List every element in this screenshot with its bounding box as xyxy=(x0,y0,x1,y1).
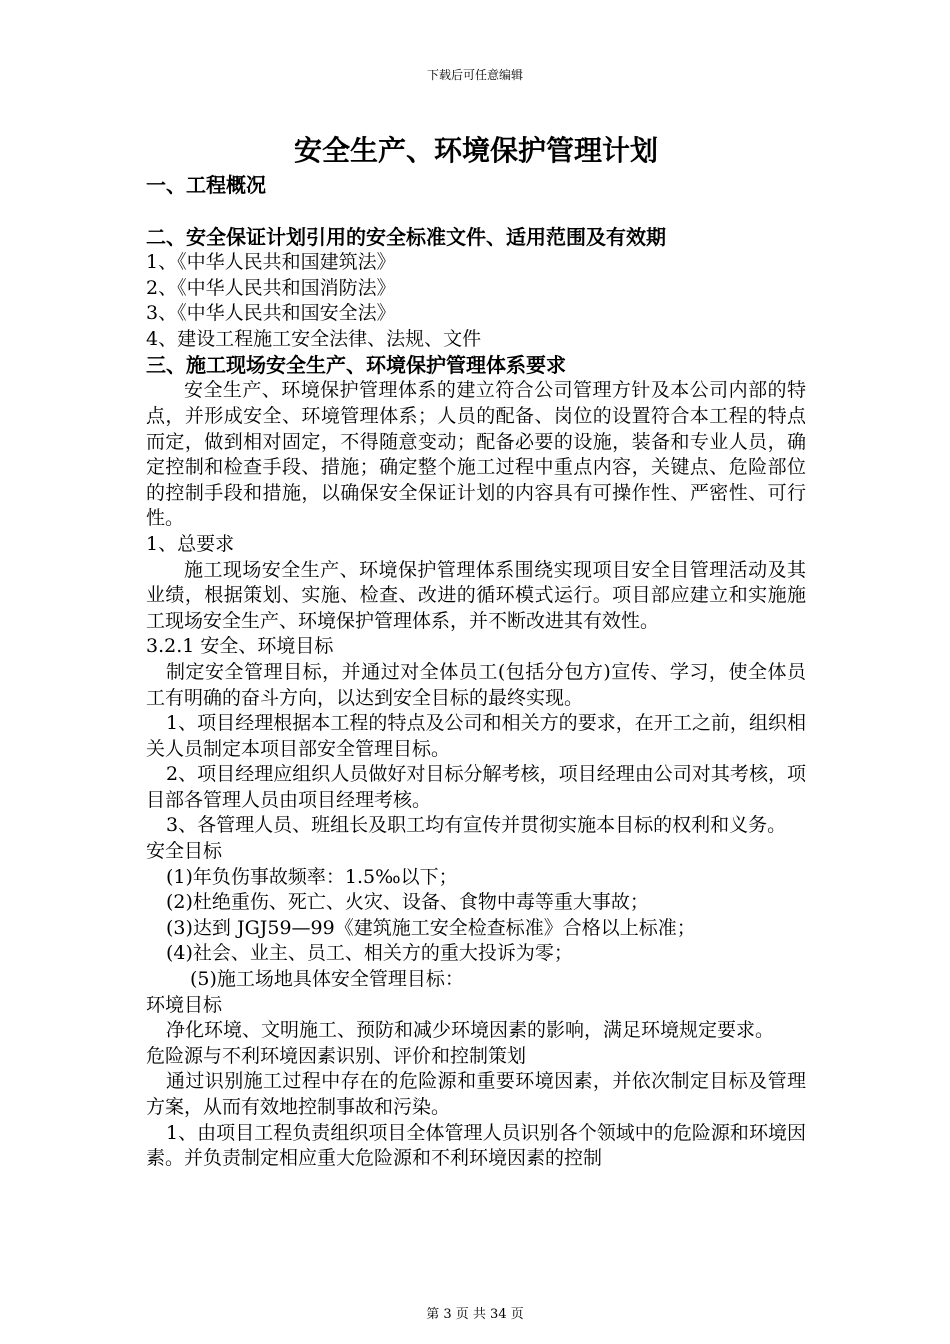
paragraph-hazard: 通过识别施工过程中存在的危险源和重要环境因素，并依次制定目标及管理方案，从而有效地控制事故和污染。 xyxy=(146,1070,806,1118)
law-item: 4、建设工程施工安全法律、法规、文件 xyxy=(146,327,482,350)
document-title: 安全生产、环境保护管理计划 xyxy=(293,134,658,167)
subheading-hazards: 危险源与不利环境因素识别、评价和控制策划 xyxy=(146,1044,527,1067)
subheading-goals: 3.2.1 安全、环境目标 xyxy=(146,635,334,658)
page-footer-number: 第 3 页 共 34 页 xyxy=(426,1307,524,1322)
section-heading-standards: 二、安全保证计划引用的安全标准文件、适用范围及有效期 xyxy=(146,225,666,249)
section-heading-system: 三、施工现场安全生产、环境保护管理体系要求 xyxy=(146,353,566,378)
paragraph-system: 安全生产、环境保护管理体系的建立符合公司管理方针及本公司内部的特点，并形成安全、环境管理体系；人员的配备、岗位的设置符合本工程的特点而定，做到相对固定，不得随意变动；配备必要的设施，装备和专业人员，确定控制和检查手段、措施；确定整个施工过程中重点内容，关键点、危险部位的控制手段和措施，以确保安全保证计划的内容具有可操作性、严密性、可行性。 xyxy=(146,379,806,530)
law-item: 2、《中华人民共和国消防法》 xyxy=(146,276,396,299)
paragraph-environment: 净化环境、文明施工、预防和减少环境因素的影响，满足环境规定要求。 xyxy=(166,1019,775,1042)
safety-goal-item: (2)杜绝重伤、死亡、火灾、设备、食物中毒等重大事故； xyxy=(166,891,649,914)
safety-goal-item: (5)施工场地具体安全管理目标： xyxy=(190,968,464,991)
paragraph-goal: 制定安全管理目标，并通过对全体员工(包括分包方)宣传、学习，使全体员工有明确的奋斗方向，以达到安全目标的最终实现。 xyxy=(146,660,806,709)
law-item: 3、《中华人民共和国安全法》 xyxy=(146,302,396,325)
safety-goal-item: (4)社会、业主、员工、相关方的重大投诉为零； xyxy=(166,942,573,965)
goal-item: 2、项目经理应组织人员做好对目标分解考核，项目经理由公司对其考核，项目部各管理人员由项目经理考核。 xyxy=(146,763,806,811)
section-heading-overview: 一、工程概况 xyxy=(146,173,266,197)
paragraph-hazard-item: 1、由项目工程负责组织项目全体管理人员识别各个领域中的危险源和环境因素。并负责制定相应重大危险源和不利环境因素的控制 xyxy=(146,1121,806,1170)
blank-line xyxy=(146,198,806,224)
law-item: 1、《中华人民共和国建筑法》 xyxy=(146,251,396,273)
subheading-environment-goals: 环境目标 xyxy=(146,993,223,1016)
safety-goal-item: (3)达到 JGJ59—99《建筑施工安全检查标准》合格以上标准； xyxy=(166,916,696,939)
subheading-general-requirements: 1、总要求 xyxy=(146,532,235,555)
document-body xyxy=(146,132,806,1172)
safety-goal-item: (1)年负伤事故频率：1.5‰以下； xyxy=(166,865,458,888)
paragraph-general: 施工现场安全生产、环境保护管理体系围绕实现项目安全目管理活动及其业绩，根据策划、实施、检查、改进的循环模式运行。项目部应建立和实施施工现场安全生产、环境保护管理体系，并不断改进其有效性。 xyxy=(146,558,806,632)
subheading-safety-goals: 安全目标 xyxy=(146,840,223,863)
goal-item: 1、项目经理根据本工程的特点及公司和相关方的要求，在开工之前，组织相关人员制定本项目部安全管理目标。 xyxy=(146,712,806,760)
page-header-note: 下载后可任意编辑 xyxy=(426,68,523,82)
goal-item: 3、各管理人员、班组长及职工均有宣传并贯彻实施本目标的权利和义务。 xyxy=(166,814,787,837)
